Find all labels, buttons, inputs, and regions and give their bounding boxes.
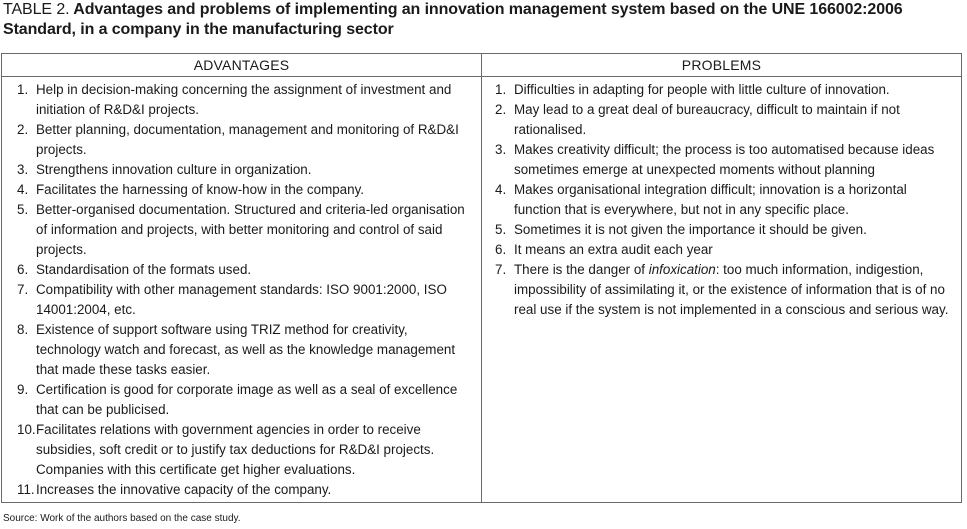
- problem-item-6: [482, 240, 961, 260]
- problem-item-text: May lead to a great deal of bureaucracy, difficult to maintain if not rationalised.: [514, 102, 900, 137]
- problem-item-number: 3.: [495, 142, 507, 157]
- problem-item-3: [482, 140, 961, 180]
- advantage-item-number: 8.: [17, 322, 29, 337]
- advantage-item-text: Increases the innovative capacity of the company.: [36, 482, 332, 497]
- problem-item-text: Makes creativity difficult; the process is too automatised because ideas sometimes emerge at unexpected moments without planning: [514, 142, 935, 177]
- advantage-item-text: Existence of support software using TRIZ method for creativity, technology watch and forecast, as well as the knowledge management that made these tasks easier.: [36, 322, 456, 377]
- problem-item-7: [482, 260, 961, 320]
- advantages-cell: [2, 77, 482, 503]
- advantage-item-text: Certification is good for corporate image as well as a seal of excellence that can be publicised.: [36, 382, 458, 417]
- advantage-item-number: 2.: [17, 122, 29, 137]
- advantage-item-text: Better planning, documentation, management and monitoring of R&D&I projects.: [36, 122, 459, 157]
- problem-item-text-pre: There is the danger of: [514, 262, 649, 277]
- problem-item-number: 2.: [495, 102, 507, 117]
- caption-title-line1: Advantages and problems of implementing an innovation management system based on the UNE 166002:2006: [73, 1, 903, 18]
- advantage-item-number: 9.: [17, 382, 29, 397]
- source-note: Source: Work of the authors based on the case study.: [3, 513, 241, 524]
- advantage-item-text: Better-organised documentation. Structured and criteria-led organisation of information and projects, with better monitoring and control of said projects.: [36, 202, 465, 257]
- advantage-item-text: Help in decision-making concerning the assignment of investment and initiation of R&D&I projects.: [36, 82, 452, 117]
- advantages-list: [2, 77, 481, 500]
- problem-item-text: : too much information, indigestion, impossibility of assimilating it, or the existence of information that is of no real use if the system is not implemented in a conscious and serious way.: [514, 262, 949, 317]
- advantage-item-9: [2, 380, 481, 420]
- advantage-item-2: [2, 120, 481, 160]
- advantage-item-number: 1.: [17, 82, 29, 97]
- advantage-item-6: [2, 260, 481, 280]
- header-problems: PROBLEMS: [482, 54, 962, 77]
- advantage-item-text: Facilitates the harnessing of know-how in the company.: [36, 182, 364, 197]
- advantage-item-7: [2, 280, 481, 320]
- problem-item-text: It means an extra audit each year: [514, 242, 713, 257]
- advantage-item-8: [2, 320, 481, 380]
- advantage-item-number: 7.: [17, 282, 29, 297]
- advantage-item-text: Compatibility with other management standards: ISO 9001:2000, ISO 14001:2004, etc.: [36, 282, 447, 317]
- problem-item-number: 7.: [495, 262, 507, 277]
- problem-item-text: Difficulties in adapting for people with little culture of innovation.: [514, 82, 890, 97]
- advantage-item-number: 10.: [17, 422, 36, 437]
- advantages-problems-table: [1, 53, 962, 503]
- problem-item-text: Sometimes it is not given the importance it should be given.: [514, 222, 867, 237]
- header-advantages: ADVANTAGES: [2, 54, 482, 77]
- advantage-item-text: Standardisation of the formats used.: [36, 262, 252, 277]
- advantage-item-number: 6.: [17, 262, 29, 277]
- problems-cell: [482, 77, 962, 503]
- caption-title-line2: Standard, in a company in the manufacturing sector: [3, 21, 394, 38]
- problem-item-2: [482, 100, 961, 140]
- advantage-item-number: 3.: [17, 162, 29, 177]
- problem-item-number: 6.: [495, 242, 507, 257]
- problem-item-1: [482, 80, 961, 100]
- advantage-item-text: Strengthens innovation culture in organization.: [36, 162, 312, 177]
- advantage-item-number: 4.: [17, 182, 29, 197]
- advantage-item-number: 11.: [17, 482, 35, 497]
- advantage-item-number: 5.: [17, 202, 29, 217]
- problem-item-4: [482, 180, 961, 220]
- advantage-item-11: [2, 480, 481, 500]
- problem-item-text: Makes organisational integration difficult; innovation is a horizontal function that is everywhere, but not in any specific place.: [514, 182, 907, 217]
- advantage-item-1: [2, 80, 481, 120]
- advantage-item-10: [2, 420, 481, 480]
- problem-item-number: 1.: [495, 82, 507, 97]
- problem-item-number: 5.: [495, 222, 507, 237]
- problem-item-5: [482, 220, 961, 240]
- problems-list: [482, 77, 961, 320]
- caption-lead: TABLE 2.: [3, 1, 70, 18]
- advantage-item-5: [2, 200, 481, 260]
- advantage-item-3: [2, 160, 481, 180]
- table-caption: [3, 0, 963, 40]
- advantage-item-text: Facilitates relations with government agencies in order to receive subsidies, soft credit or to justify tax deductions for R&D&I projects. Companies with this certificate get higher evaluations.: [36, 422, 435, 477]
- advantage-item-4: [2, 180, 481, 200]
- problem-item-number: 4.: [495, 182, 507, 197]
- problem-item-text-emphasis: infoxication: [648, 262, 716, 277]
